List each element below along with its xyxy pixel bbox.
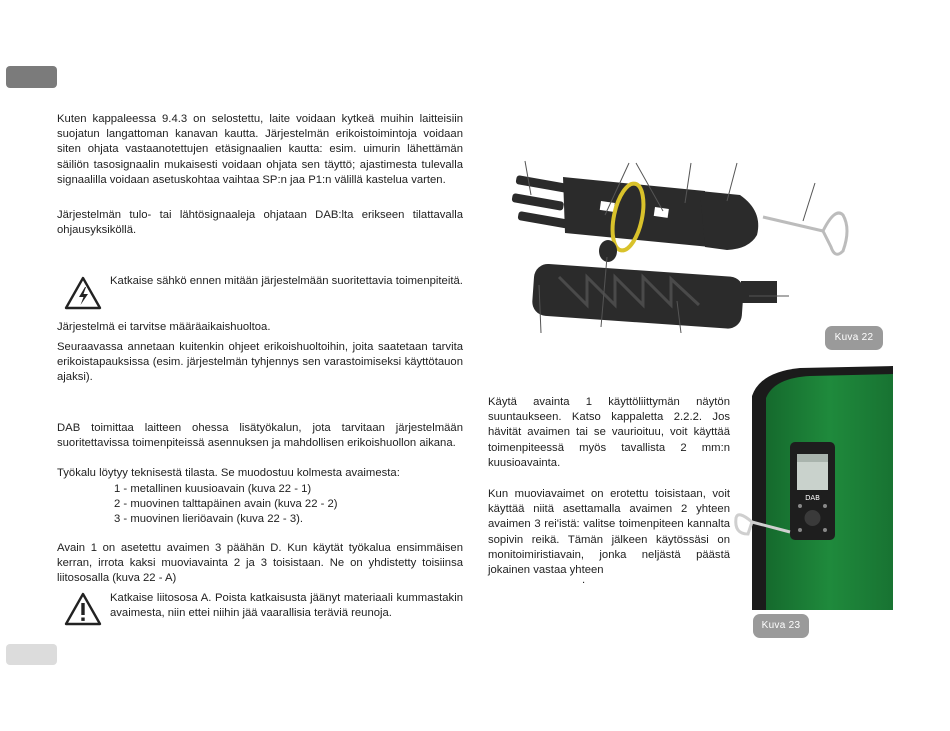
warning-electric-icon <box>64 276 102 310</box>
control-dial <box>805 510 821 526</box>
section-tab-top <box>6 66 57 88</box>
paragraph-no-maintenance: Järjestelmä ei tarvitse määräaikaishuoltoa. <box>57 321 271 333</box>
figure-23-device-illustration <box>730 366 893 610</box>
list-item-key-2: 2 - muovinen talttapäinen avain (kuva 22 - 2) <box>114 498 338 510</box>
paragraph-tail: . <box>582 574 586 586</box>
figure-22-tool-illustration <box>505 155 850 340</box>
paragraph-control-unit: Järjestelmän tulo- tai lähtösignaaleja ohjataan DAB:lta erikseen tilattavalla ohjausyksiköllä. <box>57 209 463 237</box>
paragraph-cross-key: Kun muoviavaimet on erotettu toisistaan, voit käyttää niitä asettamalla avaimen 2 yhteen avaimen 3 rei'istä: valitse toimenpiteen kannalta sopivin reikä. Tämän jälkeen käytössäsi on monitoimiristiavain, jonka neljästä päästä jokainen vastaa yhteen <box>488 488 730 577</box>
list-item-key-3: 3 - muovinen lieriöavain (kuva 22 - 3). <box>114 513 303 525</box>
figure-22-caption: Kuva 22 <box>825 326 883 350</box>
hex-key <box>763 213 847 254</box>
paragraph-tool-supplied: DAB toimittaa laitteen ohessa lisätyökalun, jota tarvitaan järjestelmään suoritettavissa toimenpiteissä asennuksen ja mahdollisen erikoishuollon aikana. <box>57 422 463 450</box>
paragraph-tool-location: Työkalu löytyy teknisestä tilasta. Se muodostuu kolmesta avaimesta: <box>57 467 400 479</box>
paragraph-key-assembly: Avain 1 on asetettu avaimen 3 päähän D. Kun käytät työkalua ensimmäisen kerran, irrota kaksi muoviavainta 2 ja 3 toisistaan. Ne on yhdistetty toisiinsa liitososalla (kuva 22 - A) <box>57 542 463 585</box>
lower-cylinder-key <box>531 263 777 330</box>
paragraph-special-maintenance: Seuraavassa annetaan kuitenkin ohjeet erikoishuoltoihin, joita saatetaan tarvita erikoistapauksissa (esim. järjestelmän tyhjennys sen varastoimiseksi käyttötauon ajaksi). <box>57 341 463 384</box>
paragraph-remote-signals: Kuten kappaleessa 9.4.3 on selostettu, laite voidaan kytkeä muihin laitteisiin suojatun langattoman kanavan kautta. Järjestelmän erikoistoimintoja voidaan siten ohjata vastaanotettujen etäsignaalien kautta: esim. uimurin lähettämän säiliön tasosignaalin mukaisesti voidaan ohjata sen täyttö; ajastimesta tulevalla signaalilla voidaan asetuskohtaa vaihtaa SP:n jaa P1:n välillä kastelua varten. <box>57 113 463 186</box>
warning-cut-joint-text: Katkaise liitososa A. Poista katkaisusta jäänyt materiaali kummastakin avaimesta, niin ettei niihin jää vaarallisia teräviä reunoja. <box>110 592 463 620</box>
section-tab-bottom <box>6 644 57 665</box>
list-item-key-1: 1 - metallinen kuusioavain (kuva 22 - 1) <box>114 483 312 495</box>
warning-power-off-text: Katkaise sähkö ennen mitään järjestelmään suoritettavia toimenpiteitä. <box>110 275 463 287</box>
figure-23-caption: Kuva 23 <box>753 614 809 638</box>
paragraph-key-usage: Käytä avainta 1 käyttöliittymän näytön suuntaukseen. Katso kappaletta 2.2.2. Jos hävität avaimen tai se vaurioituu, voit käyttää toimenpiteessä myös tavallista 2 mm:n kuusioavainta. <box>488 396 730 469</box>
warning-exclamation-icon <box>64 592 102 626</box>
dab-logo: DAB <box>805 494 820 502</box>
